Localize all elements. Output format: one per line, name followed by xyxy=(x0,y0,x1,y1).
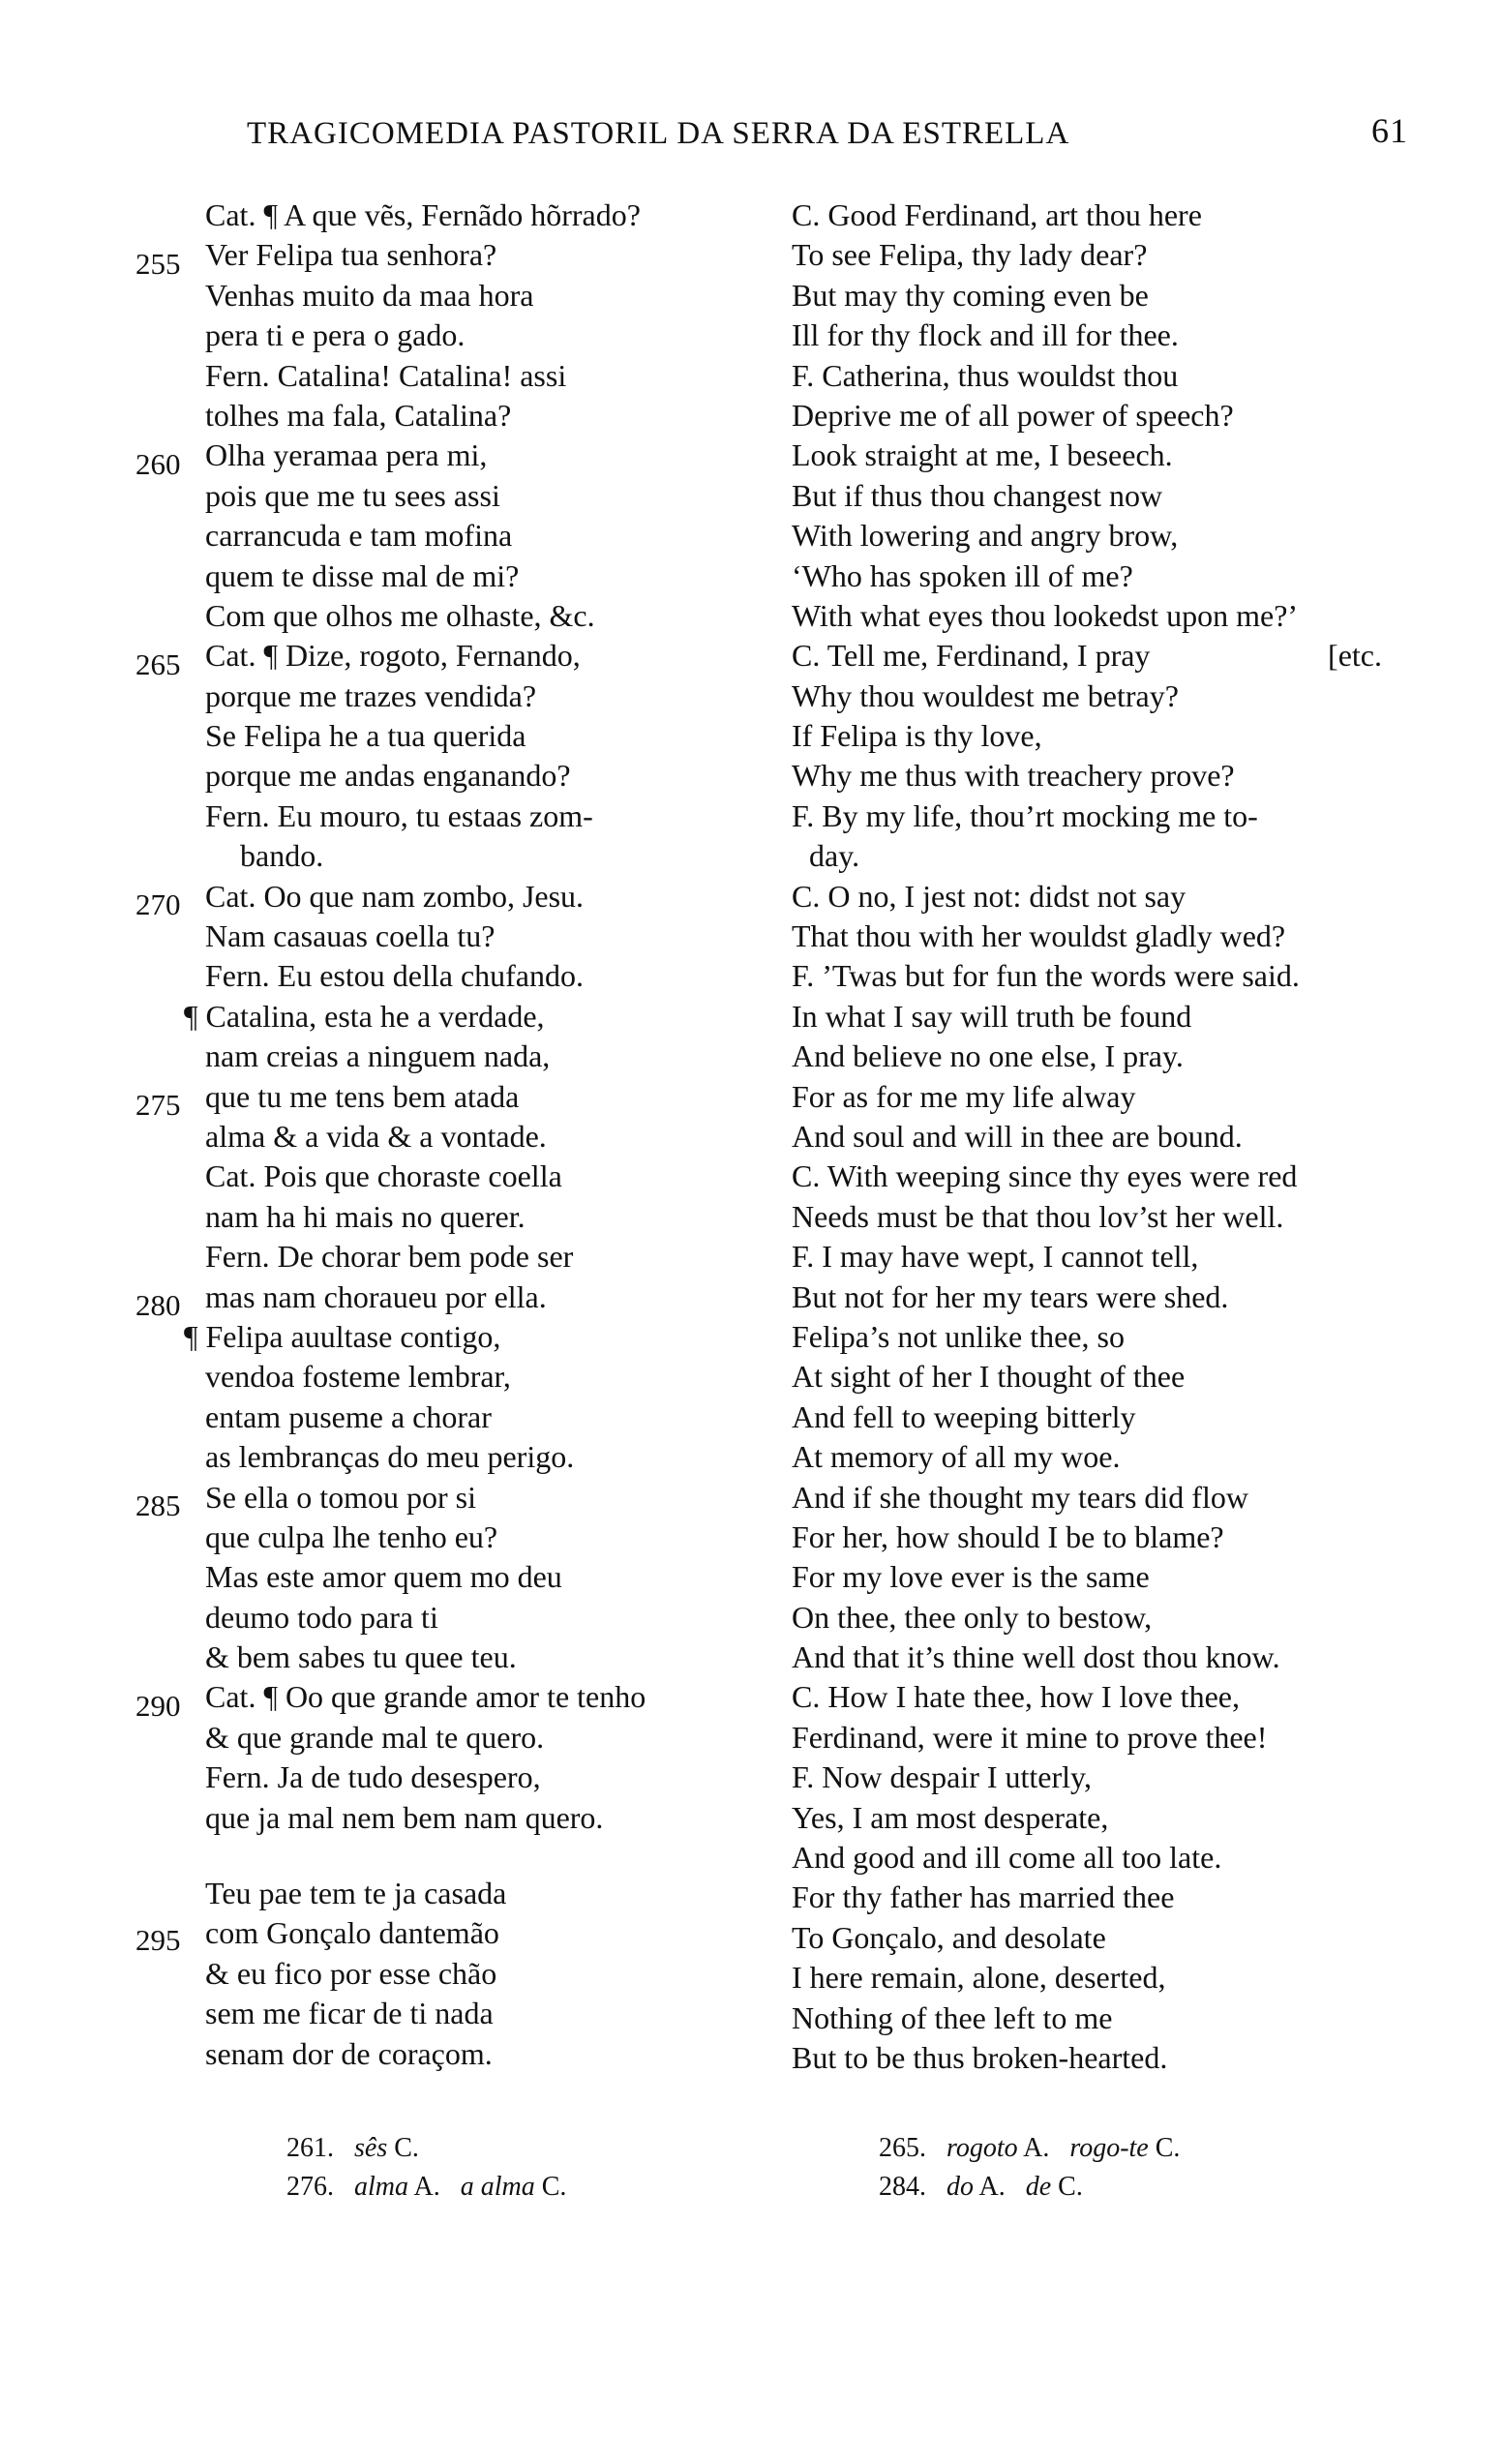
verse-line: Olha yeramaa pera mi, xyxy=(205,437,488,473)
line-number: 285 xyxy=(135,1488,181,1522)
line-number: 270 xyxy=(135,887,181,921)
verse-line: porque me trazes vendida? xyxy=(205,677,537,713)
translation-line: But may thy coming even be xyxy=(792,277,1149,313)
running-title: TRAGICOMEDIA PASTORIL DA SERRA DA ESTRELLA xyxy=(247,116,1070,151)
footnote-variant: rogoto xyxy=(946,2133,1018,2163)
footnotes-left xyxy=(286,2129,712,2207)
translation-line: day. xyxy=(809,838,860,874)
verse-line: tolhes ma fala, Catalina? xyxy=(205,397,512,433)
line-number: 255 xyxy=(135,247,181,281)
footnote xyxy=(286,2129,712,2168)
translation-line: For her, how should I be to blame? xyxy=(792,1518,1224,1554)
verse-line: bando. xyxy=(240,838,324,874)
verse-line: porque me andas enganando? xyxy=(205,758,571,794)
line-number: 280 xyxy=(135,1288,181,1322)
footnote-number: 284. xyxy=(879,2172,926,2202)
verse-line: deumo todo para ti xyxy=(205,1599,438,1635)
footnote-variant: alma xyxy=(354,2172,408,2202)
footnote xyxy=(879,2168,1305,2207)
footnote-number: 276. xyxy=(286,2172,334,2202)
verse-line: Cat. ¶ Oo que grande amor te tenho xyxy=(205,1679,646,1715)
translation-line: At memory of all my woe. xyxy=(792,1439,1121,1475)
translation-line: For as for me my life alway xyxy=(792,1078,1136,1114)
translation-line: And if she thought my tears did flow xyxy=(792,1479,1248,1515)
translation-line: To see Felipa, thy lady dear? xyxy=(792,237,1148,273)
line-number: 265 xyxy=(135,647,181,681)
etc-note: [etc. xyxy=(1328,638,1382,674)
verse-line: entam puseme a chorar xyxy=(205,1398,492,1434)
translation-line: ‘Who has spoken ill of me? xyxy=(792,557,1133,593)
footnote-variant: sês xyxy=(354,2133,388,2163)
verse-line: que culpa lhe tenho eu? xyxy=(205,1518,498,1554)
verse-line: pois que me tu sees assi xyxy=(205,477,500,513)
translation-line: Nothing of thee left to me xyxy=(792,1999,1113,2035)
translation-line: Ill for thy flock and ill for thee. xyxy=(792,317,1179,353)
translation-line: With what eyes thou lookedst upon me?’ xyxy=(792,597,1299,633)
verse-line: com Gonçalo dantemão xyxy=(205,1915,499,1951)
translation-line: And that it’s thine well dost thou know. xyxy=(792,1639,1280,1675)
portuguese-verse-column xyxy=(184,195,776,2074)
verse-line: pera ti e pera o gado. xyxy=(205,317,466,353)
translation-line: Why me thus with treachery prove? xyxy=(792,758,1235,794)
verse-line: Cat. Pois que choraste coella xyxy=(205,1158,562,1194)
translation-line: To Gonçalo, and desolate xyxy=(792,1919,1106,1955)
footnotes-right xyxy=(879,2129,1305,2207)
verse-line: ¶ Catalina, esta he a verdade, xyxy=(184,998,545,1034)
verse-line: & que grande mal te quero. xyxy=(205,1719,545,1755)
translation-line: But to be thus broken-hearted. xyxy=(792,2039,1168,2075)
footnote-source: C. xyxy=(394,2133,419,2163)
translation-line: Ferdinand, were it mine to prove thee! xyxy=(792,1719,1268,1755)
translation-line: If Felipa is thy love, xyxy=(792,718,1042,754)
verse-line: Se ella o tomou por si xyxy=(205,1479,476,1515)
translation-line: F. Catherina, thus wouldst thou xyxy=(792,357,1179,393)
footnote-variant: de xyxy=(1025,2172,1052,2202)
translation-line: C. Good Ferdinand, art thou here xyxy=(792,197,1202,232)
translation-line xyxy=(792,636,1411,676)
footnote-source: A. xyxy=(1023,2133,1050,2163)
verse-line: Teu pae tem te ja casada xyxy=(205,1876,507,1911)
translation-line: And believe no one else, I pray. xyxy=(792,1038,1184,1074)
translation-line: In what I say will truth be found xyxy=(792,998,1192,1034)
line-number: 295 xyxy=(135,1923,181,1957)
verse-line: alma & a vida & a vontade. xyxy=(205,1118,547,1154)
page-number: 61 xyxy=(1371,111,1408,150)
verse-line: & bem sabes tu quee teu. xyxy=(205,1639,517,1675)
translation-line: Deprive me of all power of speech? xyxy=(792,397,1234,433)
translation-text: C. Tell me, Ferdinand, I pray xyxy=(792,638,1151,674)
verse-line: Fern. Catalina! Catalina! assi xyxy=(205,357,567,393)
translation-line: C. How I hate thee, how I love thee, xyxy=(792,1679,1240,1715)
verse-line: Com que olhos me olhaste, &c. xyxy=(205,597,595,633)
translation-line: F. By my life, thou’rt mocking me to- xyxy=(792,797,1258,833)
verse-line: carrancuda e tam mofina xyxy=(205,518,513,554)
running-header xyxy=(247,111,1408,152)
footnote-source: C. xyxy=(541,2172,567,2202)
translation-line: F. ’Twas but for fun the words were said. xyxy=(792,958,1300,994)
translation-line: Needs must be that thou lov’st her well. xyxy=(792,1198,1284,1234)
translation-line: F. Now despair I utterly, xyxy=(792,1759,1092,1795)
translation-line: But if thus thou changest now xyxy=(792,477,1163,513)
verse-line: & eu fico por esse chão xyxy=(205,1955,497,1991)
verse-line: Cat. Oo que nam zombo, Jesu. xyxy=(205,878,585,914)
translation-line: And good and ill come all too late. xyxy=(792,1840,1222,1876)
translation-line: And soul and will in thee are bound. xyxy=(792,1118,1243,1154)
footnote-number: 261. xyxy=(286,2133,334,2163)
translation-line: For thy father has married thee xyxy=(792,1879,1175,1915)
verse-line: sem me ficar de ti nada xyxy=(205,1996,494,2031)
line-number: 260 xyxy=(135,447,181,481)
verse-line: nam creias a ninguem nada, xyxy=(205,1038,551,1074)
translation-line: F. I may have wept, I cannot tell, xyxy=(792,1239,1199,1275)
footnote xyxy=(286,2168,712,2207)
verse-line: senam dor de coraçom. xyxy=(205,2035,493,2071)
footnote-source: A. xyxy=(978,2172,1006,2202)
footnote-variant: do xyxy=(946,2172,974,2202)
footnote-number: 265. xyxy=(879,2133,926,2163)
verse-line: Venhas muito da maa hora xyxy=(205,277,534,313)
translation-line: Why thou wouldest me betray? xyxy=(792,677,1179,713)
english-translation-column xyxy=(792,195,1411,2078)
verse-line: Cat. ¶ A que vẽs, Fernãdo hõrrado? xyxy=(205,197,641,232)
verse-line: Fern. De chorar bem pode ser xyxy=(205,1239,574,1275)
verse-line: Nam casauas coella tu? xyxy=(205,918,496,954)
footnote-variant: a alma xyxy=(460,2172,535,2202)
line-number: 275 xyxy=(135,1088,181,1122)
footnote-source: A. xyxy=(413,2172,440,2202)
translation-line: For my love ever is the same xyxy=(792,1559,1150,1595)
translation-line: But not for her my tears were shed. xyxy=(792,1278,1229,1314)
translation-line: On thee, thee only to bestow, xyxy=(792,1599,1153,1635)
verse-line: Fern. Eu mouro, tu estaas zom- xyxy=(205,797,593,833)
translation-line: I here remain, alone, deserted, xyxy=(792,1960,1166,1996)
verse-line: Fern. Eu estou della chufando. xyxy=(205,958,584,994)
verse-line: mas nam choraueu por ella. xyxy=(205,1278,547,1314)
footnote xyxy=(879,2129,1305,2168)
verse-line: Ver Felipa tua senhora? xyxy=(205,237,497,273)
translation-line: C. With weeping since thy eyes were red xyxy=(792,1158,1298,1194)
verse-line: que ja mal nem bem nam quero. xyxy=(205,1799,604,1835)
line-number: 290 xyxy=(135,1689,181,1723)
footnote-source: C. xyxy=(1155,2133,1181,2163)
translation-line: Yes, I am most desperate, xyxy=(792,1799,1109,1835)
footnote-source: C. xyxy=(1058,2172,1083,2202)
translation-line: C. O no, I jest not: didst not say xyxy=(792,878,1187,914)
translation-line: Look straight at me, I beseech. xyxy=(792,437,1173,473)
footnote-variant: rogo-te xyxy=(1069,2133,1149,2163)
verse-line: as lembranças do meu perigo. xyxy=(205,1439,575,1475)
verse-line: Mas este amor quem mo deu xyxy=(205,1559,562,1595)
verse-line: Cat. ¶ Dize, rogoto, Fernando, xyxy=(205,638,581,674)
verse-line: ¶ Felipa auultase contigo, xyxy=(184,1318,501,1354)
verse-line: Se Felipa he a tua querida xyxy=(205,718,526,754)
translation-line: And fell to weeping bitterly xyxy=(792,1398,1136,1434)
verse-line: Fern. Ja de tudo desespero, xyxy=(205,1759,541,1795)
verse-line: quem te disse mal de mi? xyxy=(205,557,520,593)
translation-line: With lowering and angry brow, xyxy=(792,518,1179,554)
verse-line: nam ha hi mais no querer. xyxy=(205,1198,526,1234)
translation-line: At sight of her I thought of thee xyxy=(792,1359,1186,1395)
stanza-gap xyxy=(205,1838,776,1874)
translation-line: That thou with her wouldst gladly wed? xyxy=(792,918,1286,954)
verse-line: vendoa fosteme lembrar, xyxy=(205,1359,511,1395)
verse-line: que tu me tens bem atada xyxy=(205,1078,520,1114)
translation-line: Felipa’s not unlike thee, so xyxy=(792,1318,1125,1354)
